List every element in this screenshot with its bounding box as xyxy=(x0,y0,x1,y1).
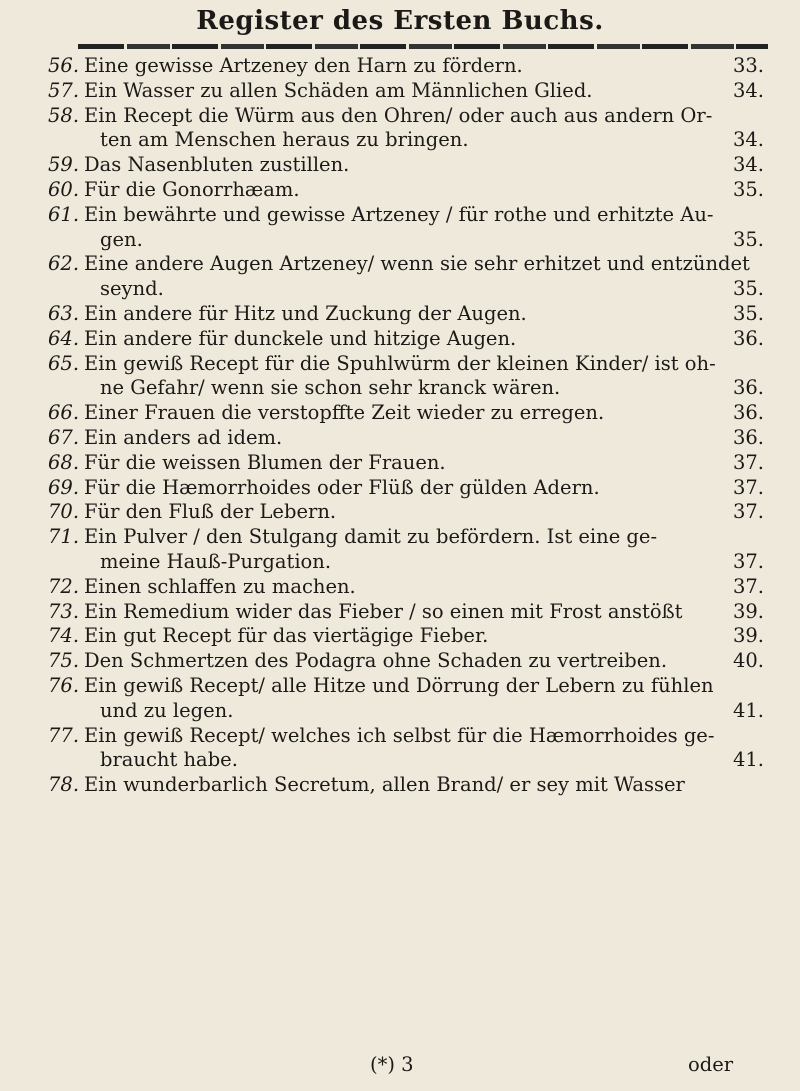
register-entry xyxy=(0,674,800,724)
entry-text-line: Ein gewiß Recept für die Spuhlwürm der kleinen Kinder/ ist oh- xyxy=(84,351,716,375)
entry-number: 73. xyxy=(48,599,80,623)
entry-number: 59. xyxy=(48,153,80,177)
entry-page-number: 39. xyxy=(732,624,764,648)
entry-text-line: ne Gefahr/ wenn sie schon sehr kranck wären. xyxy=(100,376,561,400)
entry-number: 78. xyxy=(48,773,80,797)
register-entry xyxy=(0,724,800,774)
entry-text-line: Eine gewisse Artzeney den Harn zu fördern. xyxy=(84,54,523,77)
entry-page-number: 39. xyxy=(732,599,764,623)
entry-number: 58. xyxy=(48,103,80,127)
entry-text-line: Ein Pulver / den Stulgang damit zu befördern. Ist eine ge- xyxy=(84,525,658,549)
register-entry xyxy=(0,500,800,525)
entry-text-line: Ein wunderbarlich Secretum, allen Brand/ er sey mit Wasser xyxy=(84,773,685,797)
entry-text-line: und zu legen. xyxy=(100,698,234,722)
register-entry xyxy=(0,575,800,600)
register-entry xyxy=(0,302,800,327)
entry-page-number: 34. xyxy=(732,78,764,102)
entry-number: 63. xyxy=(48,301,80,325)
entry-text-line: Für die weissen Blumen der Frauen. xyxy=(84,450,446,474)
entry-number: 61. xyxy=(48,202,80,226)
entry-text-line: Den Schmertzen des Podagra ohne Schaden zu vertreiben. xyxy=(84,649,668,673)
entry-text-line: Eine andere Augen Artzeney/ wenn sie sehr erhitzet und entzündet xyxy=(84,252,750,276)
entry-page-number: 35. xyxy=(732,301,764,325)
entry-text-line: Für die Hæmorrhoides oder Flüß der gülden Adern. xyxy=(84,475,600,499)
entry-page-number: 35. xyxy=(732,277,764,301)
entry-text-line: Ein andere für Hitz und Zuckung der Augen. xyxy=(84,301,527,325)
entry-page-number: 36. xyxy=(732,401,764,425)
register-entry xyxy=(0,476,800,501)
entry-text-line: meine Hauß-Purgation. xyxy=(100,549,332,573)
entry-page-number: 34. xyxy=(732,128,764,152)
entry-number: 65. xyxy=(48,351,80,375)
entry-number: 70. xyxy=(48,500,80,524)
entry-page-number: 41. xyxy=(732,698,764,722)
entry-page-number: 33. xyxy=(732,54,764,77)
header-rule xyxy=(78,44,768,49)
entry-text-line: Ein gewiß Recept/ welches ich selbst für die Hæmorrhoides ge- xyxy=(84,723,715,747)
entry-text-line: gen. xyxy=(100,227,143,251)
entry-text-line: Für den Fluß der Lebern. xyxy=(84,500,337,524)
entry-page-number: 34. xyxy=(732,153,764,177)
entry-number: 66. xyxy=(48,401,80,425)
entry-number: 60. xyxy=(48,177,80,201)
entry-text-line: Ein Recept die Würm aus den Ohren/ oder auch aus andern Or- xyxy=(84,103,713,127)
entry-text-line: Ein Wasser zu allen Schäden am Männlichen Glied. xyxy=(84,78,593,102)
entry-text-line: ten am Menschen heraus zu bringen. xyxy=(100,128,469,152)
running-header: Register des Ersten Buchs. xyxy=(196,6,604,36)
entry-text-line: Ein anders ad idem. xyxy=(84,425,283,449)
entry-page-number: 35. xyxy=(732,227,764,251)
register-list xyxy=(0,54,800,798)
entry-page-number: 37. xyxy=(732,574,764,598)
register-entry xyxy=(0,352,800,402)
register-entry xyxy=(0,426,800,451)
entry-text-line: Einen schlaffen zu machen. xyxy=(84,574,356,598)
register-entry xyxy=(0,104,800,154)
register-entry xyxy=(0,153,800,178)
register-entry xyxy=(0,252,800,302)
entry-page-number: 37. xyxy=(732,475,764,499)
entry-page-number: 37. xyxy=(732,500,764,524)
register-entry xyxy=(0,203,800,253)
entry-number: 72. xyxy=(48,574,80,598)
entry-number: 62. xyxy=(48,252,80,276)
register-entry xyxy=(0,327,800,352)
entry-number: 67. xyxy=(48,425,80,449)
entry-page-number: 37. xyxy=(732,450,764,474)
register-entry xyxy=(0,401,800,426)
entry-text-line: Einer Frauen die verstopffte Zeit wieder zu erregen. xyxy=(84,401,605,425)
entry-text-line: Ein andere für dunckele und hitzige Augen. xyxy=(84,326,517,350)
entry-text-line: Ein gut Recept für das viertägige Fieber. xyxy=(84,624,489,648)
register-entry xyxy=(0,525,800,575)
register-entry xyxy=(0,79,800,104)
entry-number: 68. xyxy=(48,450,80,474)
entry-page-number: 35. xyxy=(732,177,764,201)
entry-number: 74. xyxy=(48,624,80,648)
entry-number: 64. xyxy=(48,326,80,350)
entry-text-line: Ein gewiß Recept/ alle Hitze und Dörrung der Lebern zu fühlen xyxy=(84,673,714,697)
register-entry xyxy=(0,451,800,476)
entry-number: 76. xyxy=(48,673,80,697)
entry-page-number: 36. xyxy=(732,376,764,400)
entry-number: 57. xyxy=(48,78,80,102)
entry-page-number: 40. xyxy=(732,649,764,673)
catchword: oder xyxy=(688,1053,734,1076)
entry-page-number: 37. xyxy=(732,549,764,573)
register-entry xyxy=(0,54,800,79)
entry-number: 69. xyxy=(48,475,80,499)
register-entry xyxy=(0,624,800,649)
entry-page-number: 41. xyxy=(732,748,764,772)
register-entry xyxy=(0,649,800,674)
entry-page-number: 36. xyxy=(732,425,764,449)
entry-text-line: Für die Gonorrhæam. xyxy=(84,177,300,201)
signature-mark: (*) 3 xyxy=(370,1053,414,1076)
entry-text-line: Ein bewährte und gewisse Artzeney / für rothe und erhitzte Au- xyxy=(84,202,714,226)
entry-number: 56. xyxy=(48,54,80,77)
entry-page-number: 36. xyxy=(732,326,764,350)
entry-text-line: seynd. xyxy=(100,277,164,301)
entry-number: 77. xyxy=(48,723,80,747)
entry-number: 75. xyxy=(48,649,80,673)
entry-number: 71. xyxy=(48,525,80,549)
register-entry xyxy=(0,773,800,798)
entry-text-line: braucht habe. xyxy=(100,748,238,772)
register-entry xyxy=(0,600,800,625)
entry-text-line: Ein Remedium wider das Fieber / so einen mit Frost anstößt xyxy=(84,599,683,623)
register-entry xyxy=(0,178,800,203)
entry-text-line: Das Nasenbluten zustillen. xyxy=(84,153,350,177)
